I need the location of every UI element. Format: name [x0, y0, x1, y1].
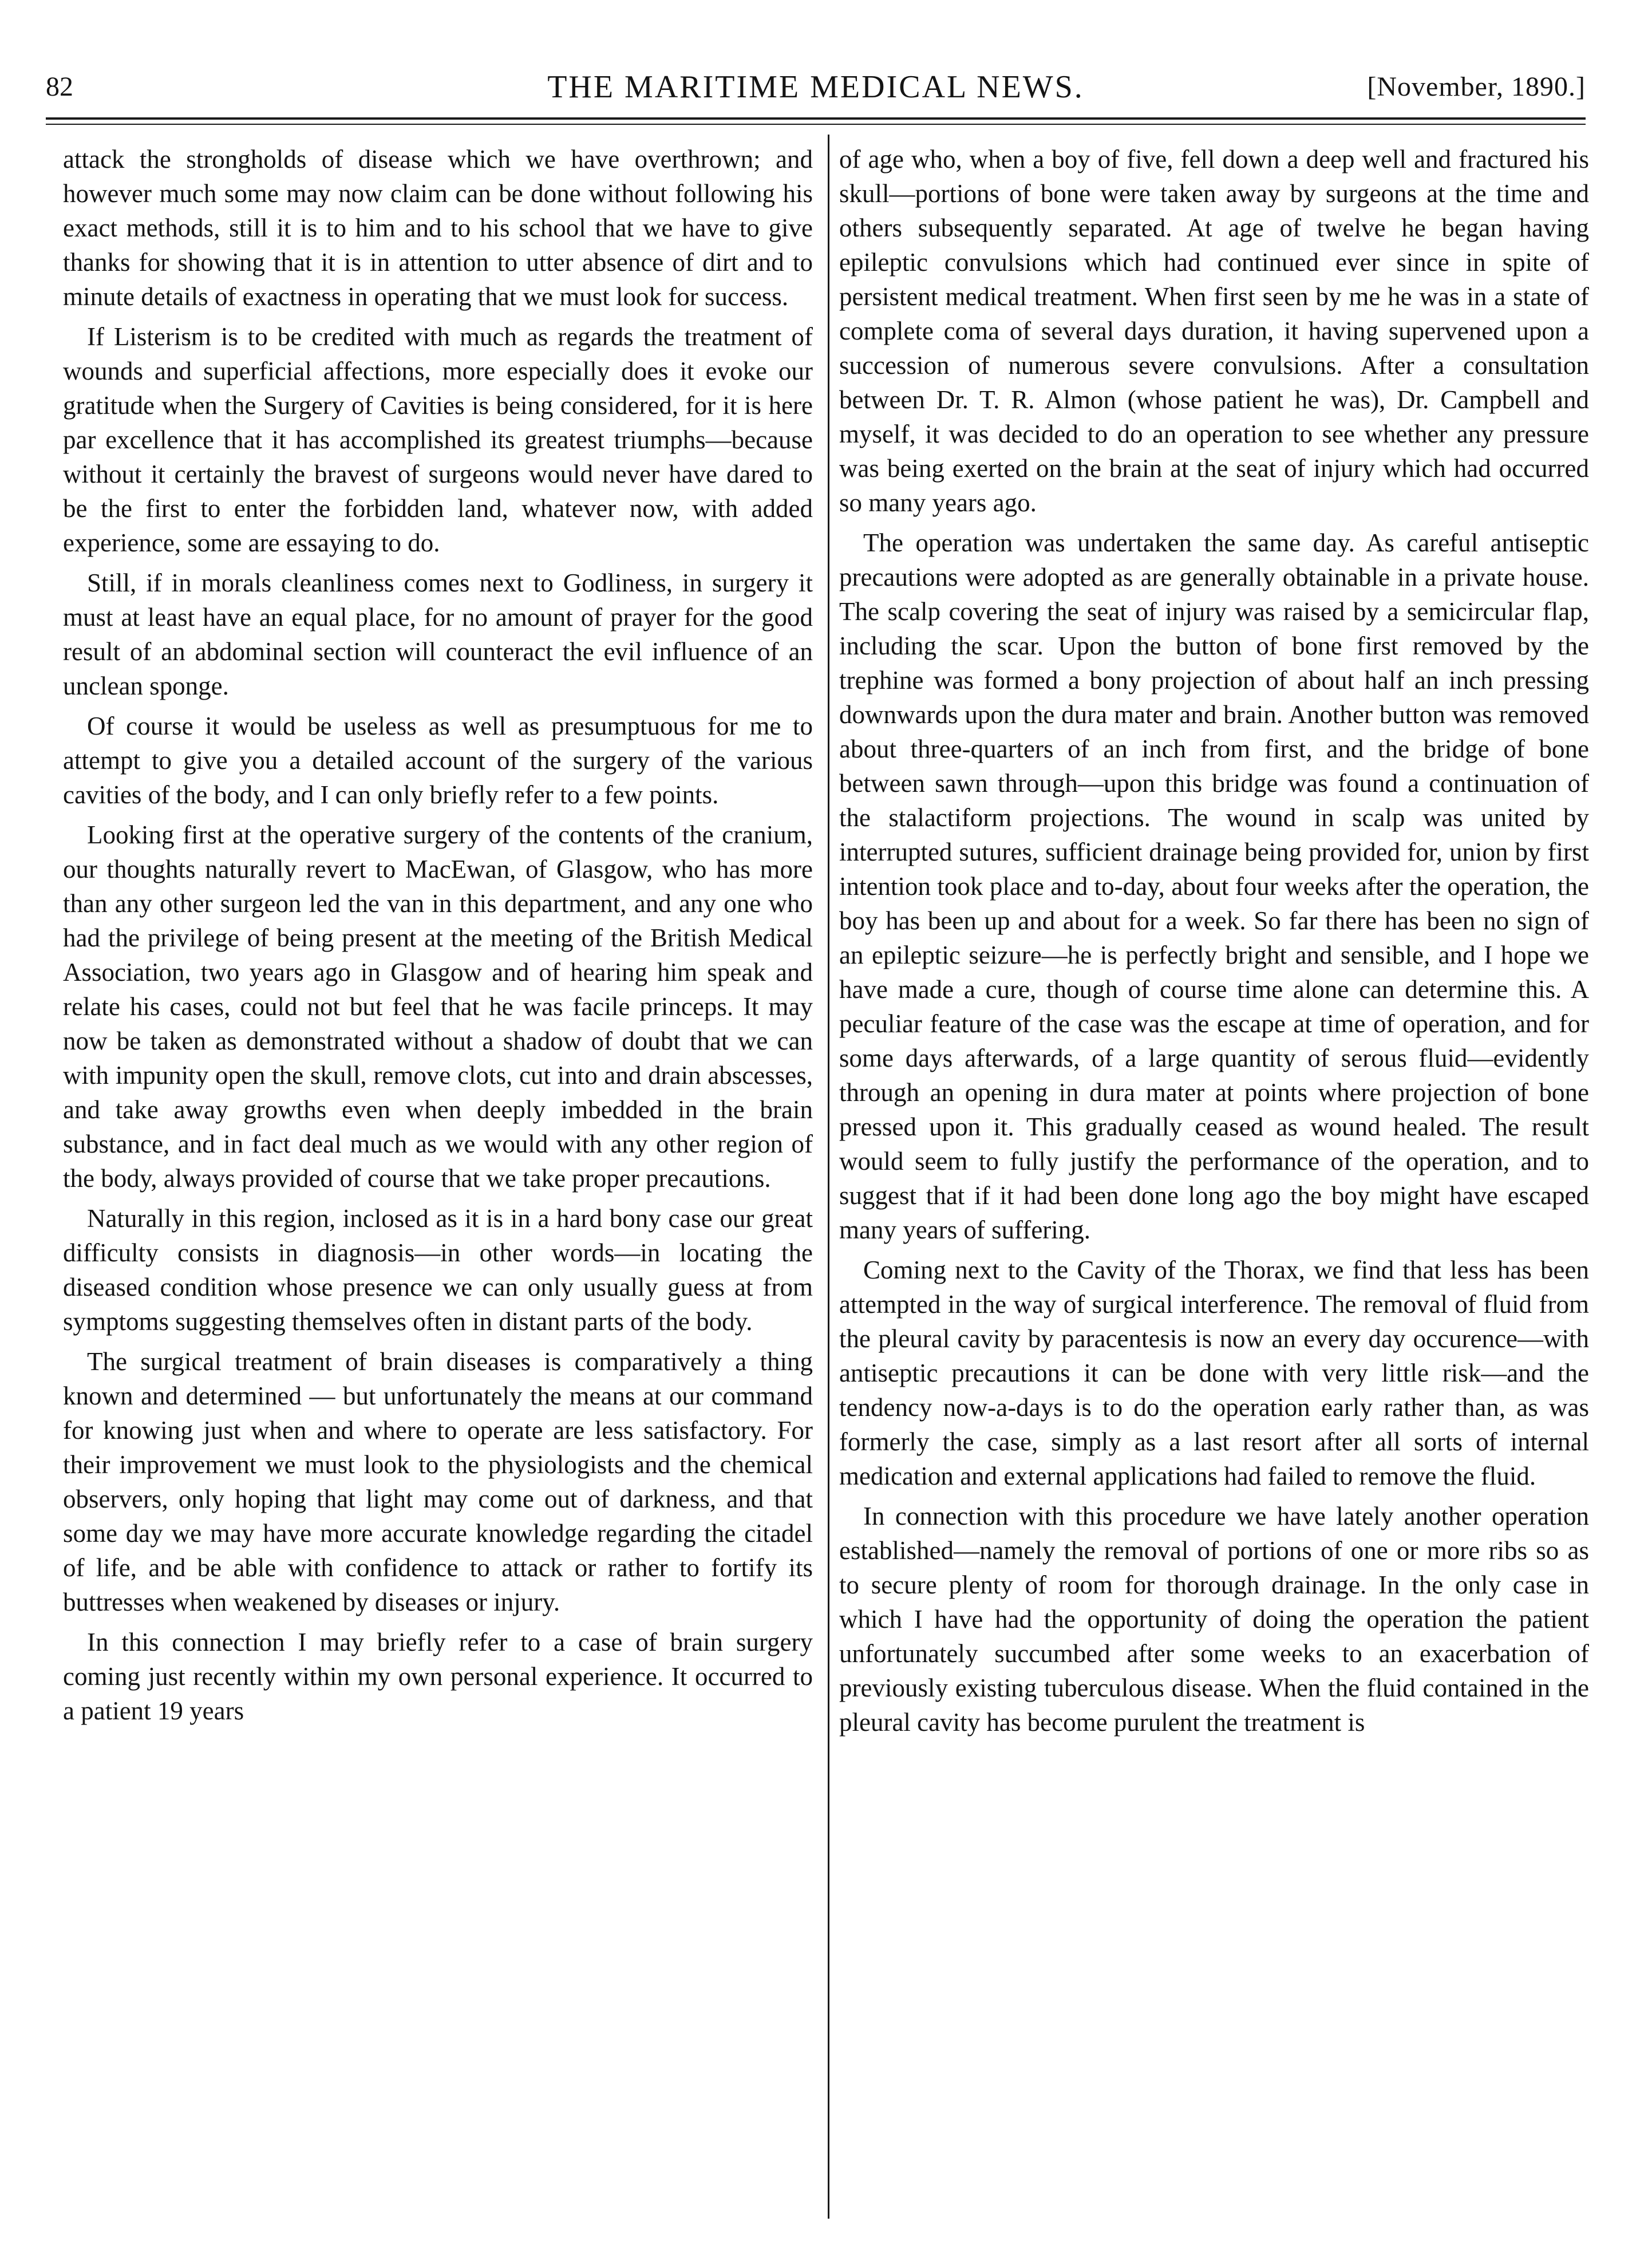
paragraph: The surgical treatment of brain diseases is comparatively a thing known and determined — but unfortunately the means at our command for knowing just when and where to operate are less satisfactory. For their improvement we must look to the physiologists and the chemical observers, only hoping that light may come out of darkness, and that some day we may have more accurate knowledge regarding the citadel of life, and be able with confidence to attack or rather to fortify its buttresses when weakened by diseases or injury.: [63, 1347, 813, 1616]
paragraph: Looking first at the operative surgery of the contents of the cranium, our thoughts naturally revert to MacEwan, of Glasgow, who has more than any other surgeon led the van in this department, and any one who had the privilege of being present at the meeting of the British Medical Association, two years ago in Glasgow and of hearing him speak and relate his cases, could not but feel that he was facile princeps. It may now be taken as demonstrated without a shadow of doubt that we can with impunity open the skull, remove clots, cut into and drain abscesses, and take away growths even when deeply imbedded in the brain substance, and in fact deal much as we would with any other region of the body, always provided of course that we take proper precautions.: [63, 820, 813, 1193]
paragraph: Of course it would be useless as well as presumptuous for me to attempt to give you a detailed account of the surgery of the various cavities of the body, and I can only briefly refer to a few points.: [63, 712, 813, 809]
column-divider: [828, 135, 829, 2219]
running-head: [46, 64, 1586, 110]
left-column: [63, 142, 813, 2220]
right-column: [839, 142, 1589, 2220]
paragraph: attack the strongholds of disease which we have overthrown; and however much some may now claim can be done without following his exact methods, still it is to him and to his school that we have to give thanks for showing that it is in attention to utter absence of dirt and to minute details of exactness in operating that we must look for success.: [63, 145, 813, 311]
paragraph: In this connection I may briefly refer to a case of brain surgery coming just recently within my own personal experience. It occurred to a patient 19 years: [63, 1628, 813, 1725]
paragraph: The operation was undertaken the same day. As careful antiseptic precautions were adopted as are generally obtainable in a private house. The scalp covering the seat of injury was raised by a semicircular flap, including the scar. Upon the button of bone first removed by the trephine was formed a bony projection of about half an inch pressing downwards upon the dura mater and brain. Another button was removed about three-quarters of an inch from first, and the bridge of bone between sawn through—upon this bridge was found a continuation of the stalactiform projections. The wound in scalp was united by interrupted sutures, sufficient drainage being provided for, union by first intention took place and to-day, about four weeks after the operation, the boy has been up and about for a week. So far there has been no sign of an epileptic seizure—he is perfectly bright and sensible, and I hope we have made a cure, though of course time alone can determine this. A peculiar feature of the case was the escape at time of operation, and for some days afterwards, of a large quantity of serous fluid—evidently through an opening in dura mater at points where projection of bone pressed upon it. This gradually ceased as wound healed. The result would seem to fully justify the performance of the operation, and to suggest that if it had been done long ago the boy might have escaped many years of suffering.: [839, 528, 1589, 1244]
paragraph: Naturally in this region, inclosed as it is in a hard bony case our great difficulty consists in diagnosis—in other words—in locating the diseased condition whose presence we can only usually guess at from symptoms suggesting themselves often in distant parts of the body.: [63, 1204, 813, 1336]
header-rule-thin: [46, 124, 1586, 125]
header-rule-thick: [46, 117, 1586, 120]
paragraph: In connection with this procedure we have lately another operation established—namely the removal of portions of one or more ribs so as to secure plenty of room for thorough drainage. In the only case in which I have had the opportunity of doing the operation the patient unfortunately succumbed after some weeks to an exacerbation of previously existing tuberculous disease. When the fluid contained in the pleural cavity has become purulent the treatment is: [839, 1502, 1589, 1737]
page-number: 82: [46, 72, 73, 102]
paragraph: Still, if in morals cleanliness comes next to Godliness, in surgery it must at least have an equal place, for no amount of prayer for the good result of an abdominal section will counteract the evil influence of an unclean sponge.: [63, 569, 813, 700]
journal-title: THE MARITIME MEDICAL NEWS.: [547, 69, 1084, 105]
issue-date: [November, 1890.]: [1367, 72, 1586, 102]
paragraph: of age who, when a boy of five, fell down a deep well and fractured his skull—portions of bone were taken away by surgeons at the time and others subsequently separated. At age of twelve he began having epileptic convulsions which had continued ever since in spite of persistent medical treatment. When first seen by me he was in a state of complete coma of several days duration, it having supervened upon a succession of numerous severe convulsions. After a consultation between Dr. T. R. Almon (whose patient he was), Dr. Campbell and myself, it was decided to do an operation to see whether any pressure was being exerted on the brain at the seat of injury which had occurred so many years ago.: [839, 145, 1589, 517]
paragraph: Coming next to the Cavity of the Thorax, we find that less has been attempted in the way of surgical interference. The removal of fluid from the pleural cavity by paracentesis is now an every day occurence—with antiseptic precautions it can be done with very little risk—and the tendency now-a-days is to do the operation early rather than, as was formerly the case, simply as a last resort after all sorts of internal medication and external applications had failed to remove the fluid.: [839, 1256, 1589, 1490]
paragraph: If Listerism is to be credited with much as regards the treatment of wounds and superficial affections, more especially does it evoke our gratitude when the Surgery of Cavities is being considered, for it is here par excellence that it has accomplished its greatest triumphs—because without it certainly the bravest of surgeons would never have dared to be the first to enter the forbidden land, whatever now, with added experience, some are essaying to do.: [63, 322, 813, 557]
